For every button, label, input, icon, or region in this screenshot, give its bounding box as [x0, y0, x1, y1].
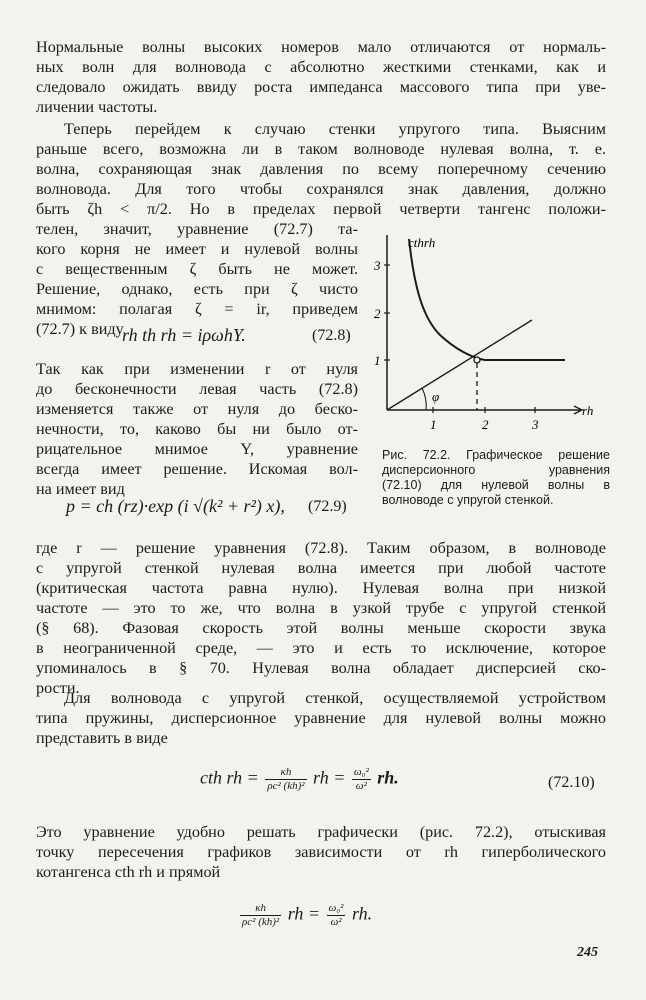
text-line: Это уравнение удобно решать графически (рис. 72.2), отыскивая — [36, 823, 606, 841]
equation-body: p = ch (rz)·exp (i √(k² + r²) x), — [66, 496, 285, 516]
eq-mid: rh = — [287, 903, 321, 924]
text-line: нечности, то, каково бы ни было от- — [36, 420, 358, 438]
page-number: 245 — [577, 945, 598, 960]
y-tick-label: 1 — [374, 353, 381, 368]
paragraph-4 — [36, 688, 606, 748]
eq-rhs: rh. — [377, 767, 399, 788]
equation-body: rh th rh = iρωhY. — [122, 325, 246, 345]
equation-72-8 — [122, 325, 246, 346]
caption-line: Рис. 72.2. Графическое решение — [382, 448, 610, 462]
text-line: мнимом: полагая ζ = ir, приведем — [36, 300, 358, 318]
text-line: телен, значит, уравнение (72.7) та- — [36, 220, 358, 238]
intersection-point — [474, 357, 480, 363]
fraction — [240, 902, 281, 929]
x-tick-label: 1 — [430, 417, 437, 432]
paragraph-2 — [36, 119, 606, 219]
fraction-denominator: ω² — [330, 916, 342, 928]
text-line: рицательное мнимое Y, уравнение — [36, 440, 358, 458]
text-line: Для волновода с упругой стенкой, осуществляемой устройством — [64, 689, 606, 707]
figure-72-2 — [360, 225, 610, 440]
text-line: ных волн для волновода с абсолютно жесткими стенками, как и — [36, 58, 606, 76]
fraction — [352, 766, 371, 793]
text-line: точку пересечения графиков зависимости от rh гиперболического — [36, 843, 606, 861]
text-line: (72.7) к виду — [36, 320, 124, 338]
text-line: котангенса cth rh и прямой — [36, 863, 221, 881]
text-line: следовало ожидать ввиду роста импеданса массового типа при уве- — [36, 78, 606, 96]
text-line: частоте — это то же, что волна в узкой трубе с упругой стенкой — [36, 599, 606, 617]
equation-72-10 — [200, 766, 399, 793]
text-line: упоминалось в § 70. Нулевая волна обладает дисперсией ско- — [36, 659, 606, 677]
fraction-numerator: κh — [265, 766, 306, 780]
text-line: в неограниченной среде, — это и есть то исключение, которое — [36, 639, 606, 657]
text-line: (критическая частота равна нулю). Нулевая волна при низкой — [36, 579, 606, 597]
text-line: кого корня не имеет и нулевой волны — [36, 240, 358, 258]
fraction-numerator: κh — [240, 902, 281, 916]
y-tick-label: 3 — [374, 258, 381, 273]
x-axis-label: rh — [582, 403, 594, 418]
text-line: волна, сохраняющая знак давления по всему поперечному сечению — [36, 160, 606, 178]
text-line: с упругой стенкой нулевая волна имеется при любой частоте — [36, 559, 606, 577]
text-line: Нормальные волны высоких номеров мало отличаются от нормаль- — [36, 38, 606, 56]
text-line: быть ζh < π/2. Но в пределах первой четверти тангенс положи- — [36, 200, 606, 218]
caption-line: (72.10) для нулевой волны в — [382, 478, 610, 492]
text-line: Теперь перейдем к случаю стенки упругого типа. Выясним — [64, 120, 606, 138]
angle-label: φ — [432, 389, 440, 404]
fraction-numerator: ω₀² — [328, 902, 344, 914]
equation-number: (72.9) — [308, 498, 347, 515]
left-column-text — [36, 219, 358, 339]
fraction — [265, 766, 306, 793]
text-line: Решение, однако, есть при ζ чисто — [36, 280, 358, 298]
straight-line — [387, 320, 532, 410]
caption-line: волноводе с упругой стенкой. — [382, 493, 554, 507]
text-line: представить в виде — [36, 729, 168, 747]
y-tick-label: 2 — [374, 306, 381, 321]
text-line: до бесконечности левая часть (72.8) — [36, 380, 358, 398]
fraction — [327, 902, 346, 929]
curve-label: cthrh — [408, 235, 436, 250]
figure-caption — [382, 448, 610, 508]
text-line: где r — решение уравнения (72.8). Таким образом, в волноводе — [36, 539, 606, 557]
eq-lhs: cth rh = — [200, 767, 259, 788]
fraction-numerator: ω₀² — [353, 766, 369, 778]
text-line: Так как при изменении r от нуля — [36, 360, 358, 378]
equation-final — [238, 902, 372, 929]
angle-arc — [422, 388, 426, 410]
paragraph-1 — [36, 37, 606, 117]
paragraph-5 — [36, 822, 606, 882]
eq-rhs: rh. — [351, 903, 373, 924]
x-tick-label: 3 — [532, 417, 539, 432]
text-line: личении частоты. — [36, 98, 158, 116]
fraction-denominator: ρc² (kh)² — [267, 780, 305, 792]
text-line: типа пружины, дисперсионное уравнение для нулевой волны можно — [36, 709, 606, 727]
x-tick-label: 2 — [482, 417, 489, 432]
left-column-text-2 — [36, 359, 358, 499]
eq-mid: rh = — [313, 767, 346, 788]
fraction-denominator: ω² — [355, 780, 367, 792]
equation-number: (72.8) — [312, 327, 351, 344]
text-line: (§ 68). Фазовая скорость этой волны меньше скорости звука — [36, 619, 606, 637]
cth-curve — [409, 239, 565, 360]
text-line: рости. — [36, 679, 80, 697]
text-line: на имеет вид — [36, 480, 125, 498]
caption-line: дисперсионного уравнения — [382, 463, 610, 477]
equation-number: (72.10) — [548, 774, 595, 791]
fraction-denominator: ρc² (kh)² — [242, 916, 280, 928]
text-line: изменяется также от нуля до беско- — [36, 400, 358, 418]
text-line: с вещественным ζ быть не может. — [36, 260, 358, 278]
text-line: волновода. Для того чтобы сохранялся знак давления, должно — [36, 180, 606, 198]
paragraph-3 — [36, 538, 606, 698]
text-line: всегда имеет решение. Искомая вол- — [36, 460, 358, 478]
text-line: раньше всего, возможна ли в таком волноводе нулевая волна, т. е. — [36, 140, 606, 158]
equation-72-9 — [66, 496, 285, 517]
